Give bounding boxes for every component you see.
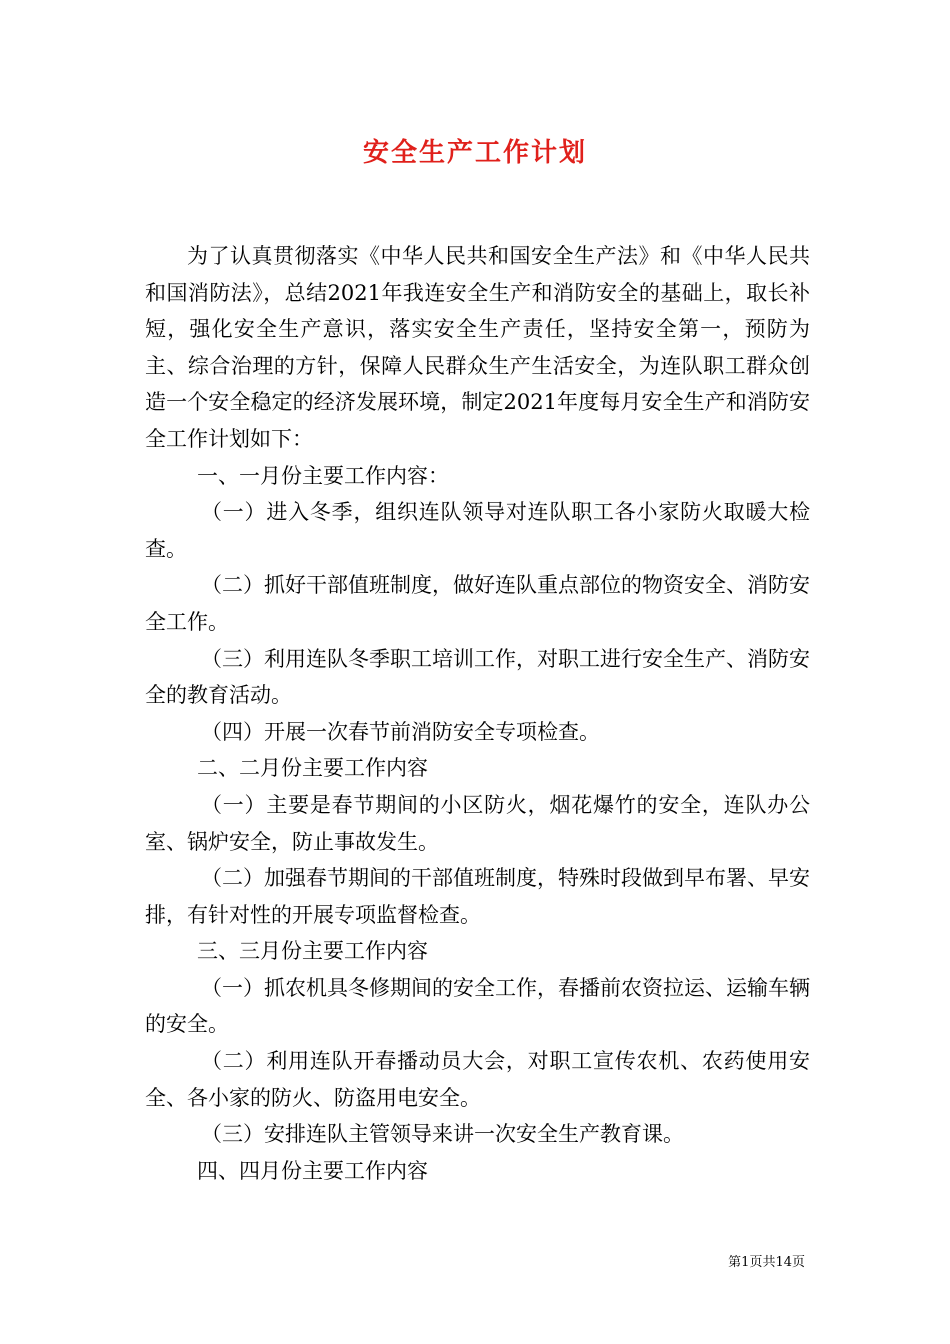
section-heading-march: 三、三月份主要工作内容 — [197, 939, 428, 964]
list-item: （二）利用连队开春播动员大会，对职工宣传农机、农药使用安全、各小家的防火、防盗用电安全。 — [145, 1049, 810, 1110]
intro-paragraph: 为了认真贯彻落实《中华人民共和国安全生产法》和《中华人民共和国消防法》，总结2021年我连安全生产和消防安全的基础上，取长补短，强化安全生产意识，落实安全生产责任，坚持安全第一，预防为主、综合治理的方针，保障人民群众生产生活安全，为连队职工群众创造一个安全稳定的经济发展环境，制定2021年度每月安全生产和消防安全工作计划如下： — [145, 244, 810, 451]
list-item: （三）安排连队主管领导来讲一次安全生产教育课。 — [201, 1122, 684, 1147]
list-item: （一）抓农机具冬修期间的安全工作，春播前农资拉运、运输车辆的安全。 — [145, 975, 810, 1037]
list-item: （四）开展一次春节前消防安全专项检查。 — [201, 719, 600, 744]
document-body — [145, 238, 810, 1189]
list-item: （二）加强春节期间的干部值班制度，特殊时段做到早布署、早安排，有针对性的开展专项监督检查。 — [145, 866, 810, 927]
list-item: （一）进入冬季，组织连队领导对连队职工各小家防火取暖大检查。 — [145, 500, 810, 561]
list-item: （二）抓好干部值班制度，做好连队重点部位的物资安全、消防安全工作。 — [145, 573, 810, 634]
list-item: （三）利用连队冬季职工培训工作，对职工进行安全生产、消防安全的教育活动。 — [145, 646, 810, 708]
section-heading-february: 二、二月份主要工作内容 — [197, 756, 428, 781]
section-heading-april: 四、四月份主要工作内容 — [197, 1158, 428, 1183]
section-heading-january: 一、一月份主要工作内容： — [197, 463, 449, 488]
list-item: （一）主要是春节期间的小区防火，烟花爆竹的安全，连队办公室、锅炉安全，防止事故发生。 — [145, 792, 810, 854]
page-title: 安全生产工作计划 — [362, 138, 587, 168]
page-number: 第1页共14页 — [728, 1255, 805, 1270]
